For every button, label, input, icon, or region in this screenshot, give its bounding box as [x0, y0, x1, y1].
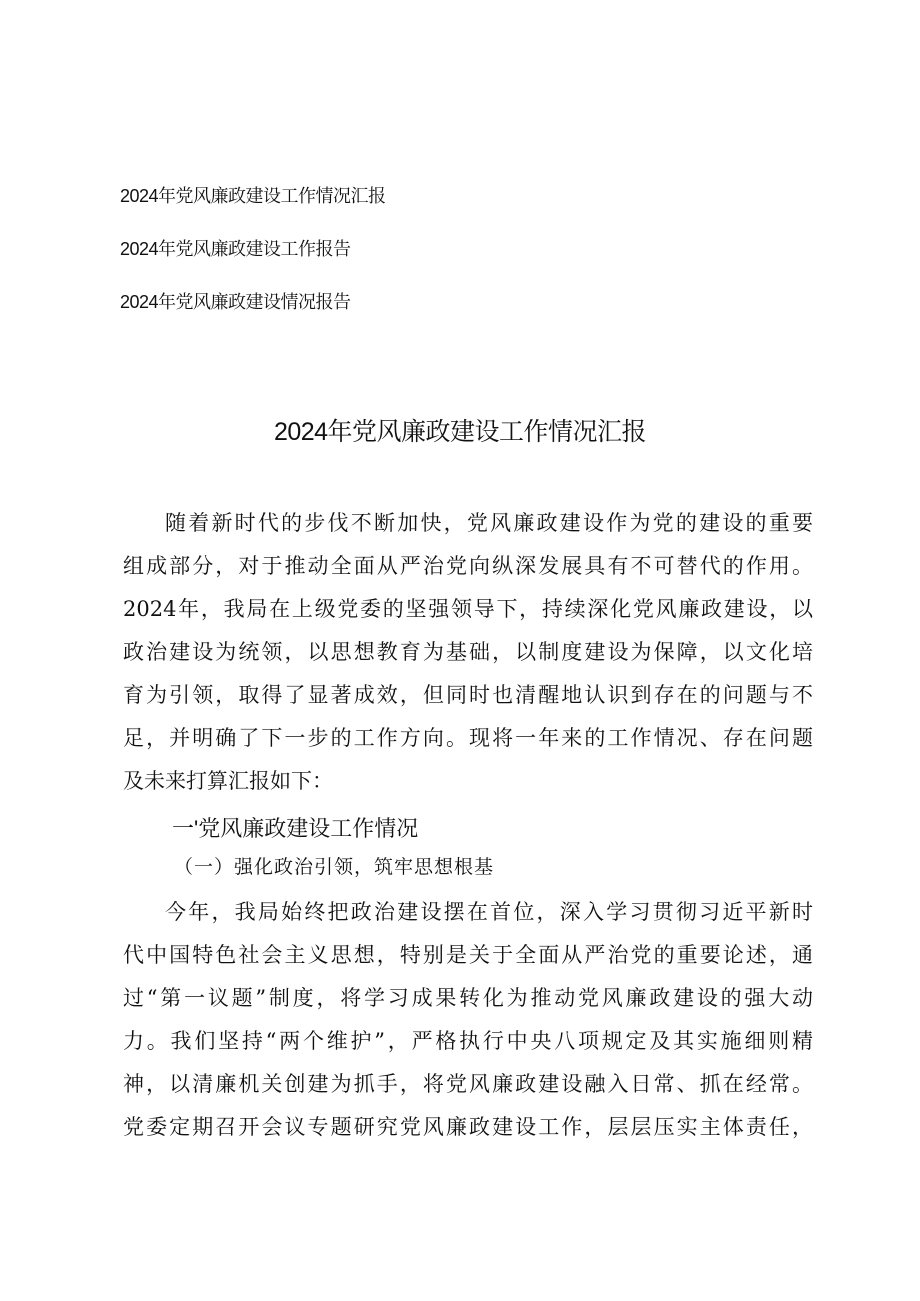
- section-paragraph-line: 力。我们坚持“两个维护”，严格执行中央八项规定及其实施细则精: [123, 1029, 813, 1053]
- subsection-heading: （一）强化政治引领，筑牢思想根基: [174, 856, 495, 878]
- section-paragraph-line: 过“第一议题”制度，将学习成果转化为推动党风廉政建设的强大动: [123, 986, 813, 1010]
- section-paragraph-line: 今年，我局始终把政治建设摆在首位，深入学习贯彻习近平新时: [165, 900, 813, 924]
- intro-line: 2024年，我局在上级党委的坚强领导下，持续深化党风廉政建设，以: [123, 597, 813, 621]
- intro-line: 育为引领，取得了显著成效，但同时也清醒地认识到存在的问题与不: [123, 683, 813, 707]
- section-paragraph-line: 神，以清廉机关创建为抓手，将党风廉政建设融入日常、抓在经常。: [123, 1072, 813, 1096]
- intro-line: 随着新时代的步伐不断加快，党风廉政建设作为党的建设的重要: [165, 511, 813, 535]
- document-title: 2024年党风廉政建设工作情况汇报: [273, 418, 647, 446]
- toc-item-status-report: 2024年党风廉政建设情况报告: [120, 292, 351, 312]
- intro-line: 足，并明确了下一步的工作方向。现将一年来的工作情况、存在问题: [123, 726, 813, 750]
- intro-line: 政治建设为统领，以思想教育为基础，以制度建设为保障，以文化培: [123, 640, 813, 664]
- section-paragraph-line: 代中国特色社会主义思想，特别是关于全面从严治党的重要论述，通: [123, 943, 813, 967]
- toc-item-work-report: 2024年党风廉政建设工作情况汇报: [120, 186, 386, 206]
- section-paragraph-line: 党委定期召开会议专题研究党风廉政建设工作，层层压实主体责任，: [123, 1115, 813, 1139]
- toc-item-work-summary: 2024年党风廉政建设工作报告: [120, 239, 351, 259]
- intro-line: 组成部分，对于推动全面从严治党向纵深发展具有不可替代的作用。: [123, 554, 813, 578]
- intro-line: 及未来打算汇报如下：: [123, 769, 333, 793]
- section-heading: 一'党风廉政建设工作情况: [172, 816, 419, 841]
